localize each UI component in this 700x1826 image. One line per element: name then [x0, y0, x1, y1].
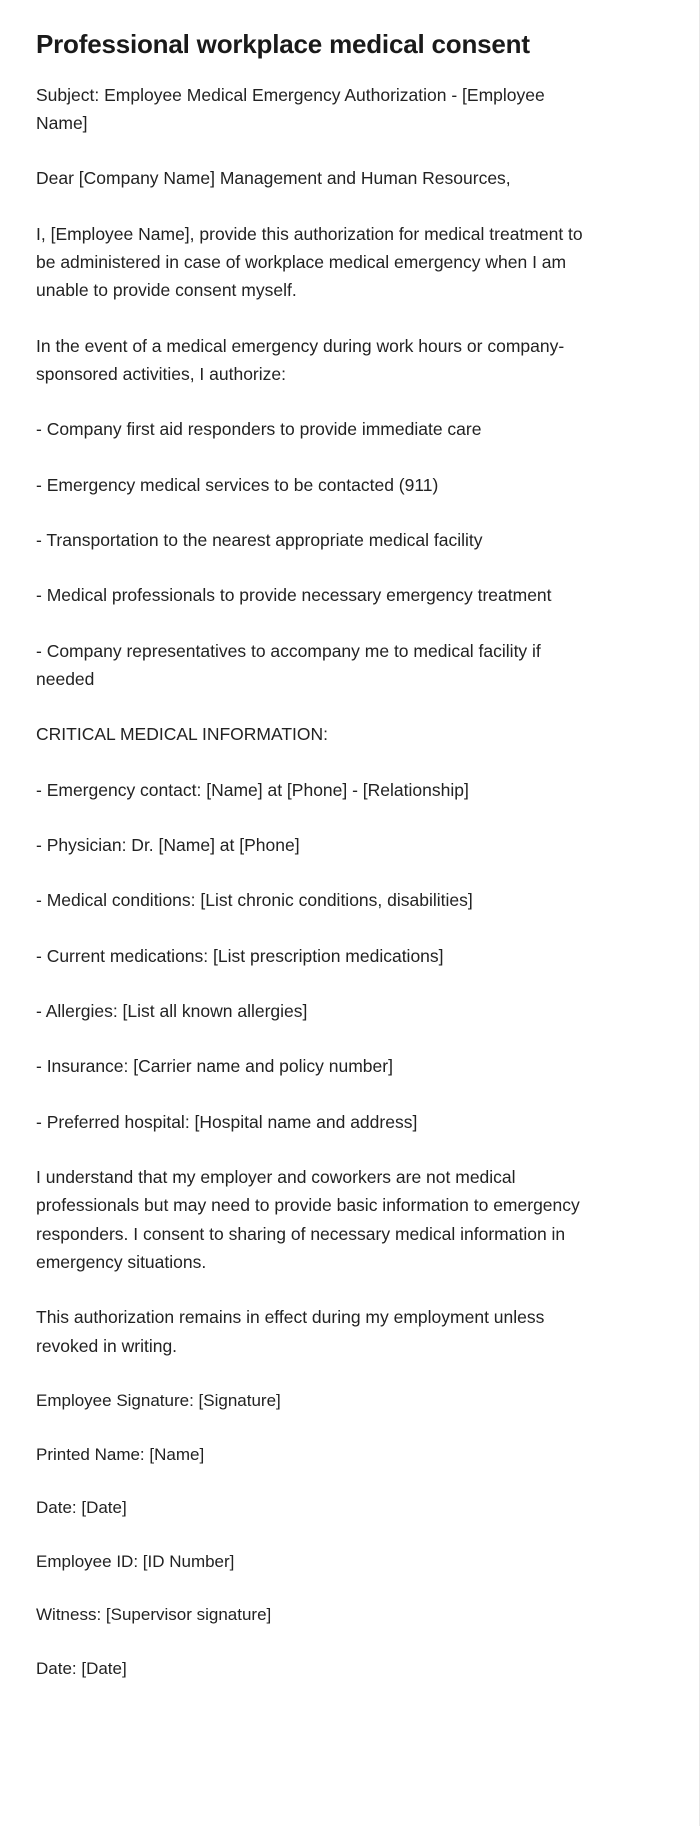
document-field-printed-name: Printed Name: [Name]	[36, 1444, 205, 1464]
document-field-employee-signature: Employee Signature: [Signature]	[36, 1391, 281, 1411]
document-list-item-allergies: - Allergies: [List all known allergies]	[36, 1001, 308, 1022]
document-list-item-ems: - Emergency medical services to be contacted (911)	[36, 474, 439, 495]
document-list-item-medical-conditions: - Medical conditions: [List chronic conditions, disabilities]	[36, 890, 473, 911]
document-paragraph-authorize-intro: In the event of a medical emergency during work hours or company-sponsored activities, I authorize:	[36, 335, 565, 384]
document-field-date-employee: Date: [Date]	[36, 1498, 127, 1518]
document-paragraph-understanding: I understand that my employer and coworkers are not medical professionals but may need to provide basic information to emergency responders. I consent to sharing of necessary medical information in emergency situations.	[36, 1167, 580, 1273]
document-list-item-insurance: - Insurance: [Carrier name and policy number]	[36, 1056, 393, 1077]
document-list-item-emergency-contact: - Emergency contact: [Name] at [Phone] - [Relationship]	[36, 779, 469, 800]
document-list-item-current-medications: - Current medications: [List prescription medications]	[36, 945, 444, 966]
document-list-item-first-aid: - Company first aid responders to provide immediate care	[36, 419, 482, 440]
document-list-item-medical-professionals: - Medical professionals to provide necessary emergency treatment	[36, 585, 552, 606]
document-list-item-transportation: - Transportation to the nearest appropriate medical facility	[36, 529, 483, 550]
document-paragraph-salutation: Dear [Company Name] Management and Human Resources,	[36, 168, 511, 189]
document-field-employee-id: Employee ID: [ID Number]	[36, 1551, 235, 1571]
document-list-item-physician: - Physician: Dr. [Name] at [Phone]	[36, 835, 300, 855]
document-paragraph-effect-duration: This authorization remains in effect during my employment unless revoked in writing.	[36, 1307, 545, 1356]
document-heading-critical-medical-information: CRITICAL MEDICAL INFORMATION:	[36, 724, 329, 745]
document-paragraph-authorization-statement: I, [Employee Name], provide this authorization for medical treatment to be administered in case of workplace medical emergency when I am unable to provide consent myself.	[36, 223, 583, 301]
page-title: Professional workplace medical consent	[36, 29, 530, 59]
document-list-item-company-representatives: - Company representatives to accompany me to medical facility if needed	[36, 640, 541, 689]
document-paragraph-subject: Subject: Employee Medical Emergency Authorization - [Employee Name]	[36, 84, 545, 133]
document-field-date-witness: Date: [Date]	[36, 1658, 127, 1678]
document-field-witness: Witness: [Supervisor signature]	[36, 1605, 272, 1625]
document-list-item-preferred-hospital: - Preferred hospital: [Hospital name and address]	[36, 1111, 418, 1132]
